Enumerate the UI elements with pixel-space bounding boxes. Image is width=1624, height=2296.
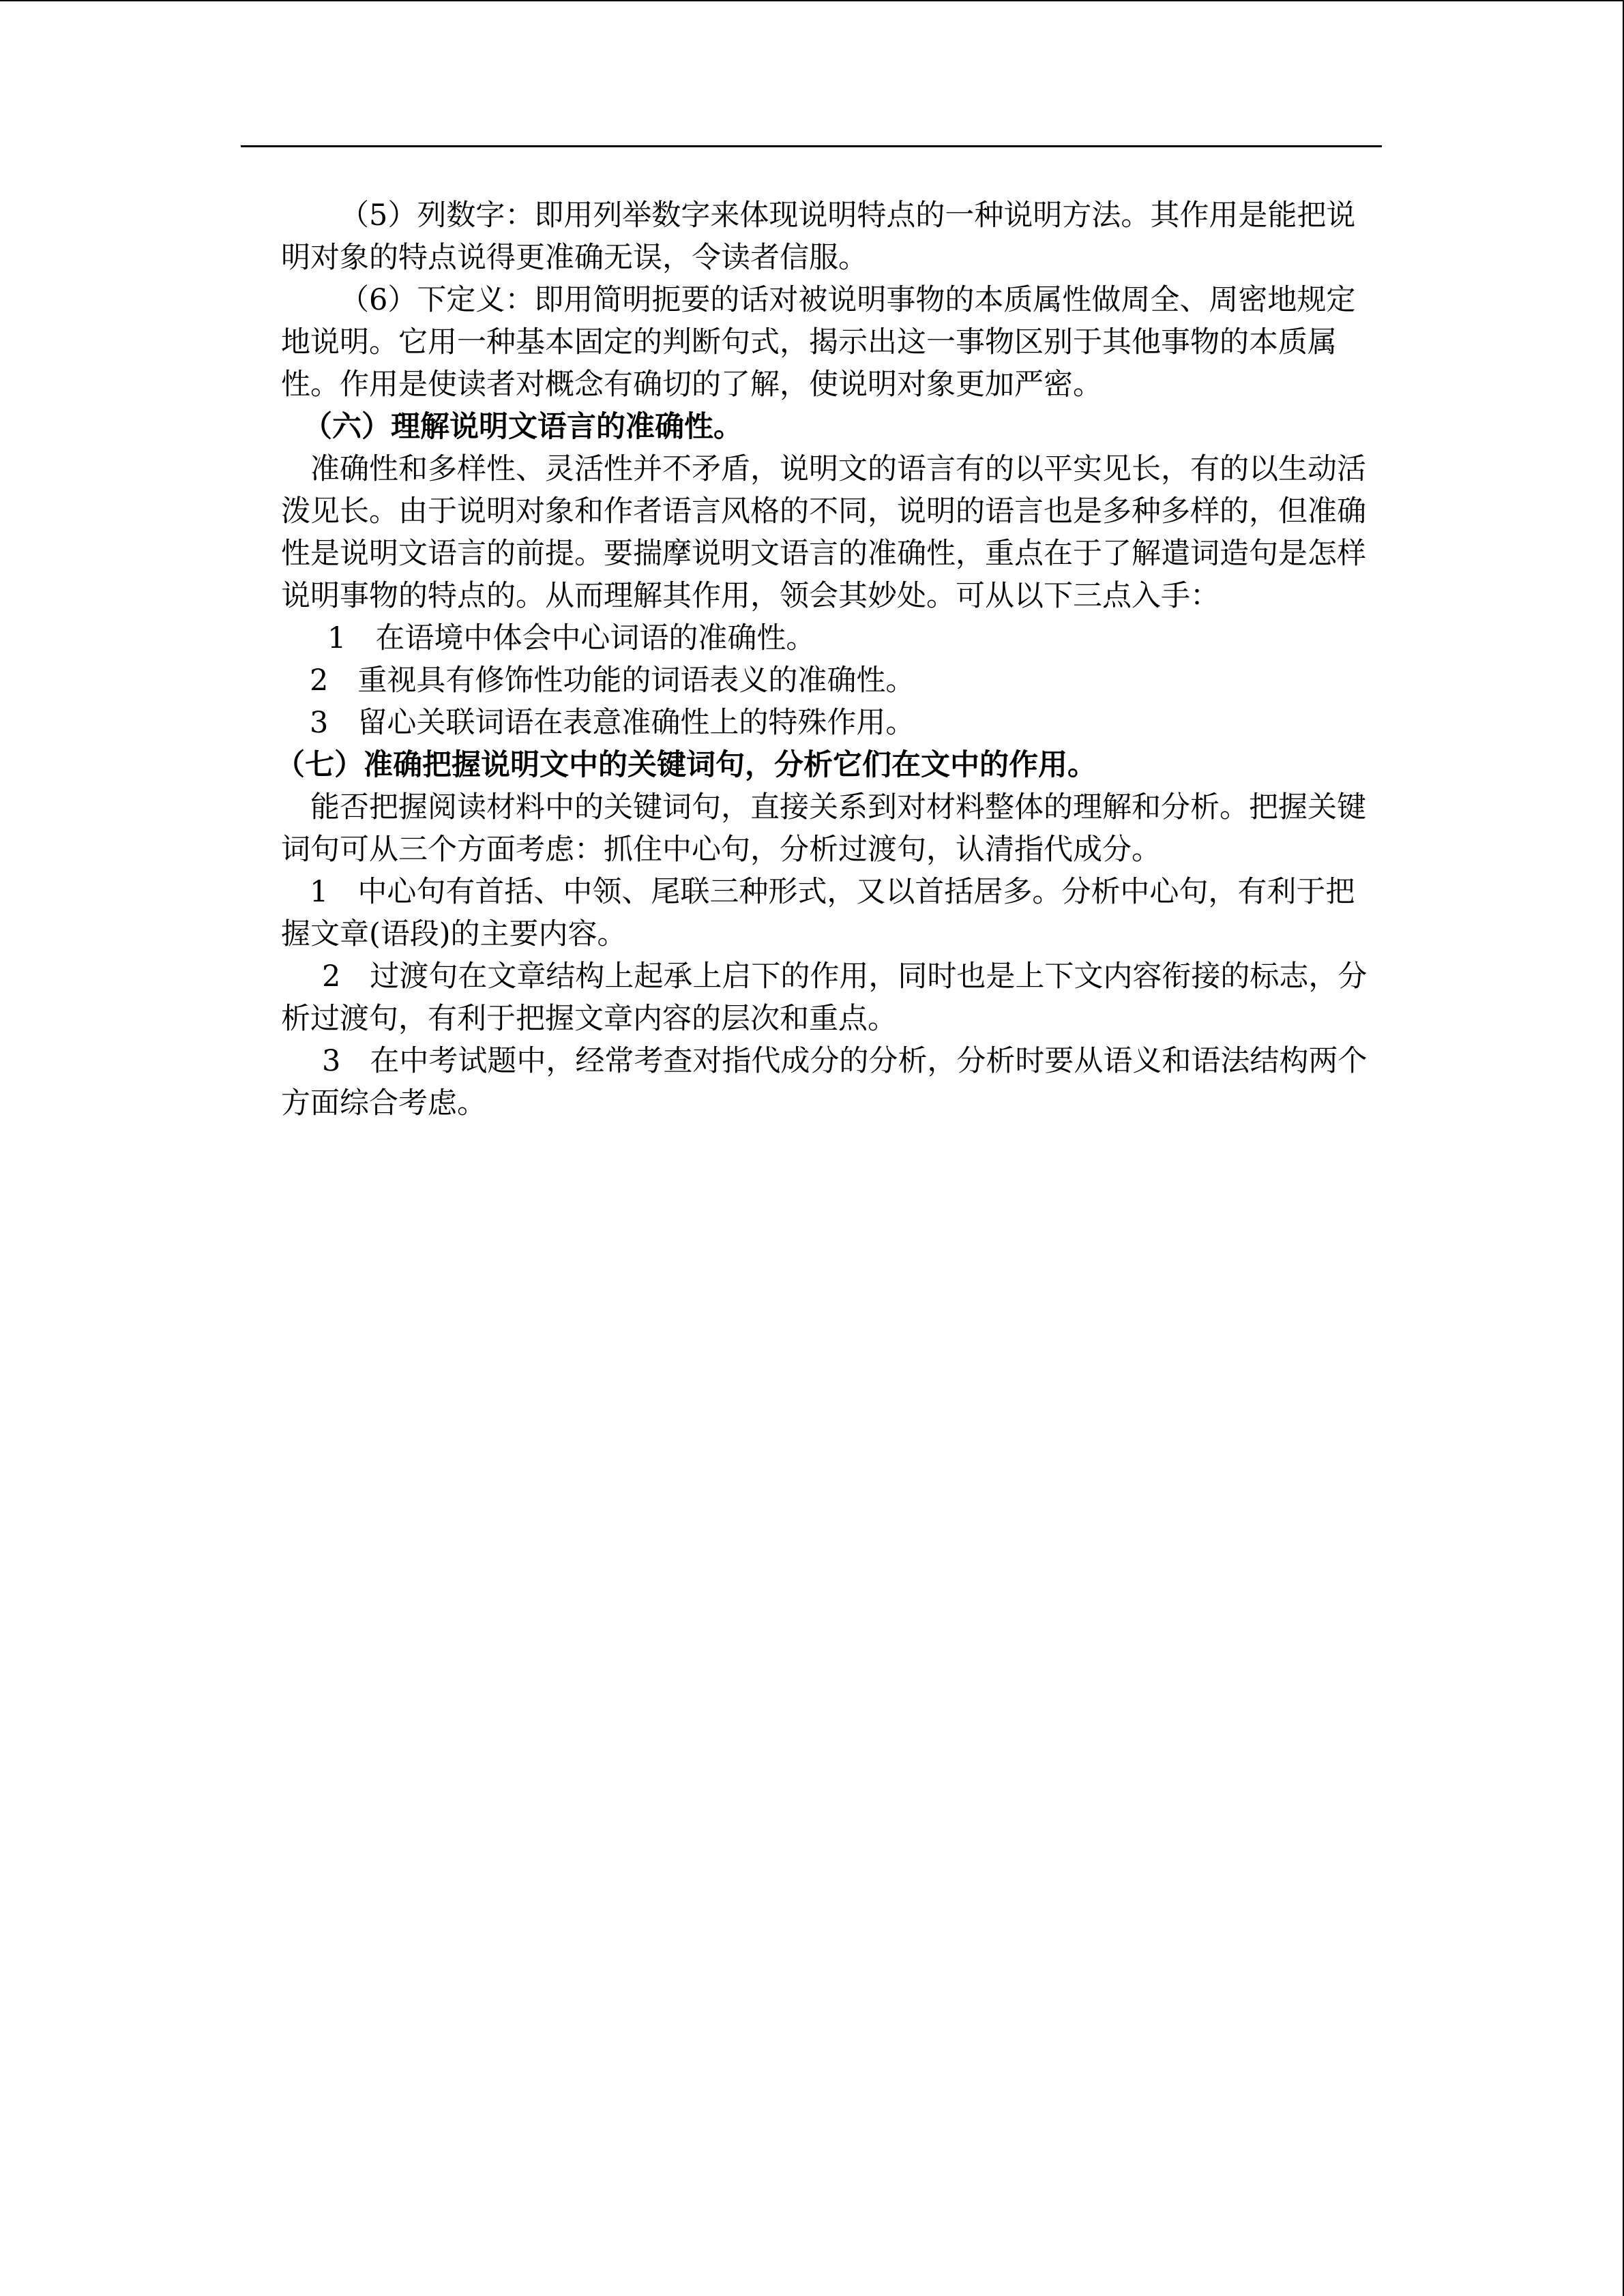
paragraph-accuracy: 准确性和多样性、灵活性并不矛盾，说明文的语言有的以平实见长，有的以生动活泼见长。由于说明对象和作者语言风格的不同，说明的语言也是多种多样的，但准确性是说明文语言的前提。要揣摩说明文语言的准确性，重点在于了解遣词造句是怎样说明事物的特点的。从而理解其作用，领会其妙处。可从以下三点入手： <box>281 452 1366 613</box>
list-item-key-3: 3 在中考试题中，经常考查对指代成分的分析，分析时要从语义和语法结构两个方面综合考虑。 <box>281 1044 1368 1120</box>
list-item-key-2: 2 过渡句在文章结构上起承上启下的作用，同时也是上下文内容衔接的标志，分析过渡句，有利于把握文章内容的层次和重点。 <box>281 959 1368 1036</box>
list-item-key-1: 1 中心句有首括、中领、尾联三种形式，又以首括居多。分析中心句，有利于把握文章(语段)的主要内容。 <box>281 875 1355 951</box>
list-item-accuracy-1: 1 在语境中体会中心词语的准确性。 <box>327 621 816 655</box>
section-heading-6: （六）理解说明文语言的准确性。 <box>303 410 743 444</box>
header-rule <box>241 145 1382 147</box>
page-border-top <box>0 0 1624 1</box>
document-body <box>276 194 1383 1124</box>
paragraph-list-numbers: （5）列数字：即用列举数字来体现说明特点的一种说明方法。其作用是能把说明对象的特点说得更准确无误，令读者信服。 <box>281 198 1356 275</box>
list-item-accuracy-3: 3 留心关联词语在表意准确性上的特殊作用。 <box>310 706 915 740</box>
paragraph-key-sentences: 能否把握阅读材料中的关键词句，直接关系到对材料整体的理解和分析。把握关键词句可从三个方面考虑：抓住中心句，分析过渡句，认清指代成分。 <box>281 790 1366 867</box>
list-item-accuracy-2: 2 重视具有修饰性功能的词语表义的准确性。 <box>310 664 915 698</box>
section-heading-7: （七）准确把握说明文中的关键词句，分析它们在文中的作用。 <box>276 748 1097 782</box>
paragraph-definition: （6）下定义：即用简明扼要的话对被说明事物的本质属性做周全、周密地规定地说明。它用一种基本固定的判断句式，揭示出这一事物区别于其他事物的本质属性。作用是使读者对概念有确切的了解，使说明对象更加严密。 <box>281 283 1356 402</box>
